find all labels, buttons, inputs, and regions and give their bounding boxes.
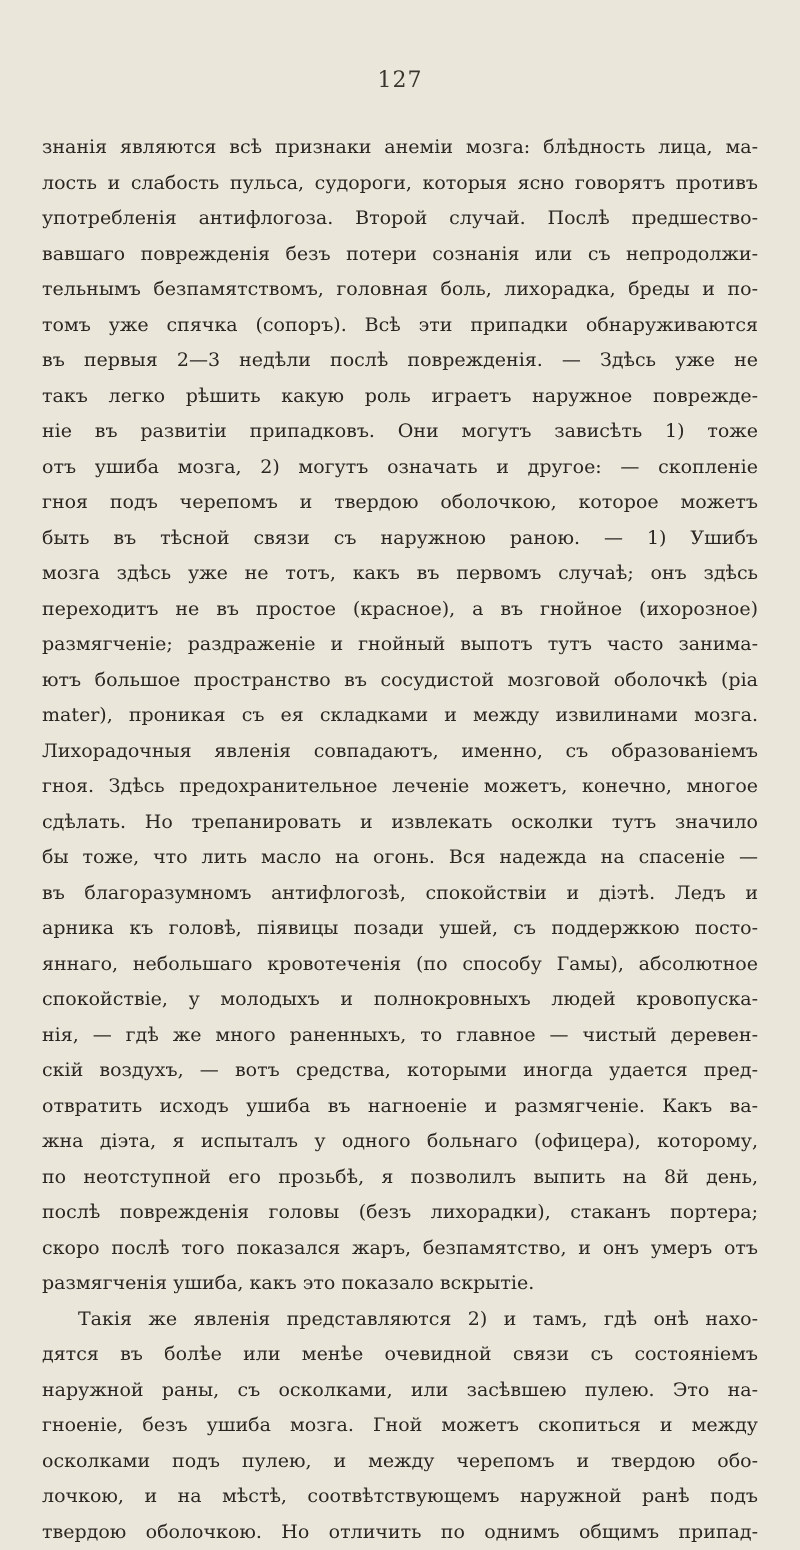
text-line: знанія являются всѣ признаки анеміи мозга: блѣдность лица, ма-: [42, 130, 758, 166]
text-line: быть въ тѣсной связи съ наружною раною. — 1) Ушибъ: [42, 521, 758, 557]
text-line: отвратить исходъ ушиба въ нагноеніе и размягченіе. Какъ ва-: [42, 1089, 758, 1125]
text-line: по неотступной его прозьбѣ, я позволилъ выпить на 8й день,: [42, 1160, 758, 1196]
text-line: mater), проникая съ ея складками и между извилинами мозга.: [42, 698, 758, 734]
text-line: такъ легко рѣшить какую роль играетъ наружное поврежде-: [42, 379, 758, 415]
text-line: Лихорадочныя явленія совпадаютъ, именно, съ образованіемъ: [42, 734, 758, 770]
text-line: отъ ушиба мозга, 2) могутъ означать и другое: — скопленіе: [42, 450, 758, 486]
text-line: ніе въ развитіи припадковъ. Они могутъ зависѣть 1) тоже: [42, 414, 758, 450]
text-line: лочкою, и на мѣстѣ, соотвѣтствующемъ наружной ранѣ подъ: [42, 1479, 758, 1515]
text-line: употребленія антифлогоза. Второй случай. Послѣ предшество-: [42, 201, 758, 237]
text-line: жна діэта, я испыталъ у одного больнаго (офицера), которому,: [42, 1124, 758, 1160]
text-line: въ благоразумномъ антифлогозѣ, спокойствіи и діэтѣ. Ледъ и: [42, 876, 758, 912]
text-line: послѣ поврежденія головы (безъ лихорадки), стаканъ портера;: [42, 1195, 758, 1231]
text-line: вавшаго поврежденія безъ потери сознанія или съ непродолжи-: [42, 237, 758, 273]
page-number: 127: [0, 68, 800, 93]
body-text: [42, 130, 758, 1550]
text-line: переходитъ не въ простое (красное), а въ гнойное (ихорозное): [42, 592, 758, 628]
text-line: спокойствіе, у молодыхъ и полнокровныхъ людей кровопуска-: [42, 982, 758, 1018]
text-line: бы тоже, что лить масло на огонь. Вся надежда на спасеніе —: [42, 840, 758, 876]
text-line: тельнымъ безпамятствомъ, головная боль, лихорадка, бреды и по-: [42, 272, 758, 308]
text-line: Такія же явленія представляются 2) и тамъ, гдѣ онѣ нахо-: [42, 1302, 758, 1338]
text-line: гноя. Здѣсь предохранительное леченіе можетъ, конечно, многое: [42, 769, 758, 805]
text-line: дятся въ болѣе или менѣе очевидной связи съ состояніемъ: [42, 1337, 758, 1373]
text-line: твердою оболочкою. Но отличить по однимъ общимъ припад-: [42, 1515, 758, 1550]
text-line: осколками подъ пулею, и между черепомъ и твердою обо-: [42, 1444, 758, 1480]
text-line: нія, — гдѣ же много раненныхъ, то главное — чистый деревен-: [42, 1018, 758, 1054]
text-line: мозга здѣсь уже не тотъ, какъ въ первомъ случаѣ; онъ здѣсь: [42, 556, 758, 592]
text-line: размягченіе; раздраженіе и гнойный выпотъ тутъ часто занима-: [42, 627, 758, 663]
text-line: скоро послѣ того показался жаръ, безпамятство, и онъ умеръ отъ: [42, 1231, 758, 1267]
text-line: наружной раны, съ осколками, или засѣвшею пулею. Это на-: [42, 1373, 758, 1409]
text-line: арника къ головѣ, піявицы позади ушей, съ поддержкою посто-: [42, 911, 758, 947]
text-line: размягченія ушиба, какъ это показало вскрытіе.: [42, 1266, 758, 1302]
text-line: скій воздухъ, — вотъ средства, которыми иногда удается пред-: [42, 1053, 758, 1089]
text-line: томъ уже спячка (сопоръ). Всѣ эти припадки обнаруживаются: [42, 308, 758, 344]
text-line: лость и слабость пульса, судороги, которыя ясно говорятъ противъ: [42, 166, 758, 202]
text-line: гноя подъ черепомъ и твердою оболочкою, которое можетъ: [42, 485, 758, 521]
text-line: гноеніе, безъ ушиба мозга. Гной можетъ скопиться и между: [42, 1408, 758, 1444]
text-line: въ первыя 2—3 недѣли послѣ поврежденія. — Здѣсь уже не: [42, 343, 758, 379]
text-line: ютъ большое пространство въ сосудистой мозговой оболочкѣ (pia: [42, 663, 758, 699]
text-line: яннаго, небольшаго кровотеченія (по способу Гамы), абсолютное: [42, 947, 758, 983]
text-line: сдѣлать. Но трепанировать и извлекать осколки тутъ значило: [42, 805, 758, 841]
